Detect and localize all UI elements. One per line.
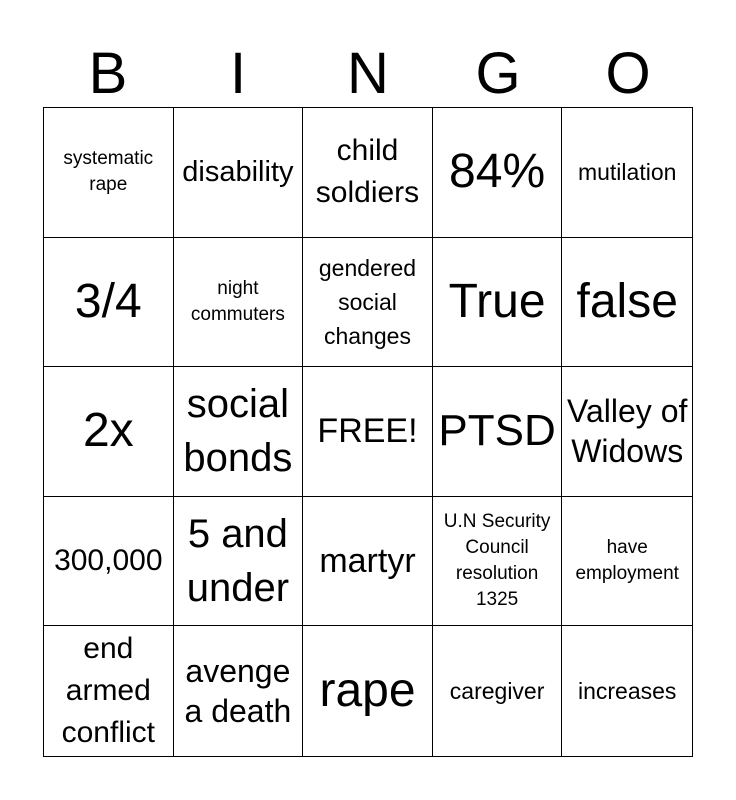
bingo-cell-label: PTSD — [438, 406, 556, 456]
bingo-cell[interactable] — [174, 108, 304, 238]
header-letter-n: N — [347, 41, 389, 106]
bingo-cell[interactable] — [174, 367, 304, 497]
header-letter-i: I — [229, 41, 247, 106]
header-letter-b: B — [88, 41, 128, 106]
bingo-cell-label: 5 and under — [186, 512, 290, 611]
bingo-header — [43, 40, 693, 108]
bingo-cell-label: social bonds — [183, 382, 293, 481]
bingo-cell-label: martyr — [319, 542, 416, 581]
bingo-cell-label: mutilation — [577, 159, 677, 186]
bingo-cell[interactable] — [303, 497, 433, 627]
bingo-cell-label: Valley of Widows — [567, 393, 688, 470]
bingo-cell[interactable] — [44, 626, 174, 756]
bingo-cell[interactable] — [44, 497, 174, 627]
bingo-cell[interactable] — [562, 367, 692, 497]
bingo-cell-label: night commuters — [190, 277, 285, 325]
bingo-cell-label: child soldiers — [315, 134, 420, 210]
bingo-cell[interactable] — [433, 626, 563, 756]
bingo-cell-label: caregiver — [449, 678, 545, 705]
bingo-cell-label: 300,000 — [54, 544, 163, 578]
bingo-cell[interactable] — [303, 108, 433, 238]
bingo-cell[interactable] — [44, 108, 174, 238]
bingo-cell-label: disability — [182, 156, 294, 189]
bingo-cell[interactable] — [562, 108, 692, 238]
bingo-cell[interactable] — [562, 238, 692, 368]
bingo-cell[interactable] — [303, 367, 433, 497]
bingo-cell-label: false — [576, 274, 678, 328]
bingo-cell-label: increases — [577, 678, 677, 705]
bingo-cell-label: avenge a death — [184, 653, 292, 730]
bingo-cell[interactable] — [433, 497, 563, 627]
bingo-cell[interactable] — [174, 497, 304, 627]
bingo-board — [43, 107, 693, 757]
bingo-cell[interactable] — [174, 238, 304, 368]
bingo-cell[interactable] — [44, 367, 174, 497]
bingo-cell[interactable] — [433, 238, 563, 368]
bingo-cell[interactable] — [562, 626, 692, 756]
bingo-cell-label: end armed conflict — [61, 632, 155, 750]
bingo-cell[interactable] — [303, 238, 433, 368]
bingo-cell-label: True — [448, 274, 546, 328]
bingo-cell[interactable] — [44, 238, 174, 368]
bingo-cell-label: FREE! — [317, 412, 418, 451]
bingo-cell-label: systematic rape — [63, 148, 154, 196]
bingo-cell-label: U.N Security Council resolution 1325 — [443, 511, 551, 611]
bingo-cell-label: 84% — [449, 145, 546, 199]
bingo-cell[interactable] — [562, 497, 692, 627]
bingo-cell-label: gendered social changes — [318, 254, 417, 349]
bingo-cell[interactable] — [433, 108, 563, 238]
bingo-cell[interactable] — [433, 367, 563, 497]
bingo-cell-label: have employment — [575, 537, 679, 585]
bingo-cell[interactable] — [303, 626, 433, 756]
header-letter-o: O — [605, 41, 651, 106]
bingo-cell-label: 3/4 — [74, 274, 142, 328]
bingo-cell-label: rape — [319, 664, 416, 718]
header-letter-g: G — [475, 41, 521, 106]
bingo-cell-label: 2x — [82, 404, 134, 458]
bingo-cell[interactable] — [174, 626, 304, 756]
